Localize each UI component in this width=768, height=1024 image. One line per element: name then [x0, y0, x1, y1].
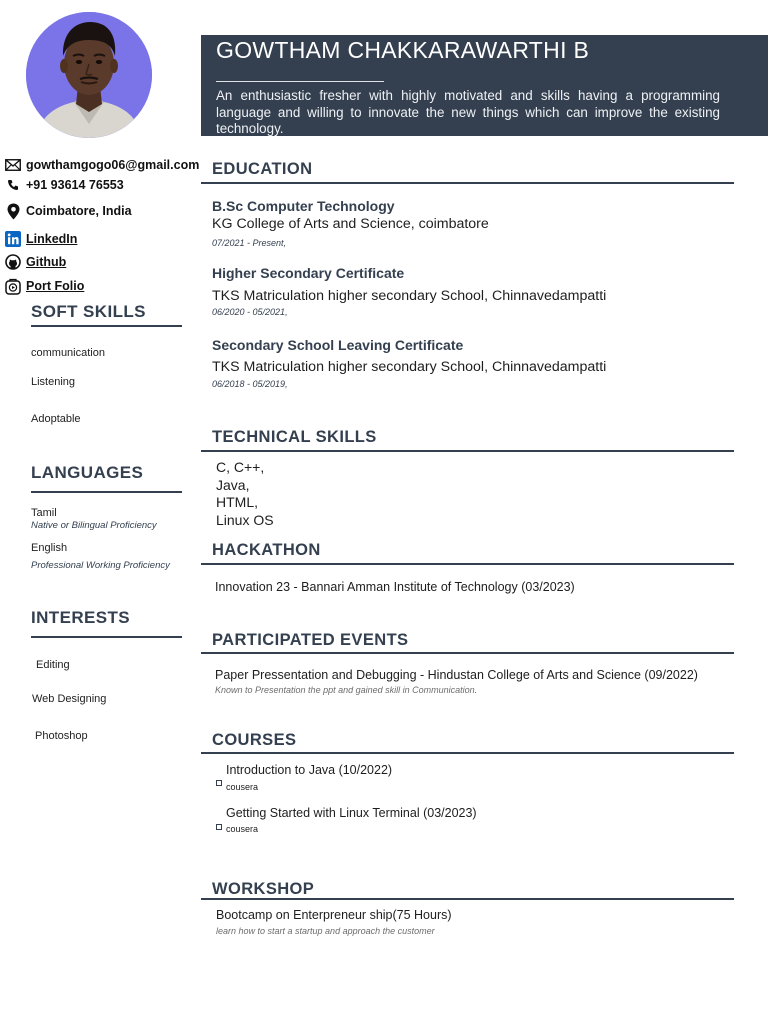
linkedin-icon: [4, 230, 22, 248]
interest-item: Photoshop: [35, 730, 88, 742]
course-provider: cousera: [226, 824, 259, 834]
contact-github[interactable]: [4, 251, 66, 273]
workshop-divider: [201, 898, 734, 900]
education-degree: Secondary School Leaving Certificate: [212, 337, 464, 353]
phone-text: +91 93614 76553: [26, 178, 124, 192]
technical-skills-title: TECHNICAL SKILLS: [212, 428, 377, 446]
technical-skills-divider: [201, 450, 734, 452]
education-divider: [201, 182, 734, 184]
technical-skill-item: Java,: [216, 477, 250, 493]
contact-location: [4, 200, 132, 222]
email-text: gowthamgogo06@gmail.com: [26, 158, 200, 172]
github-icon: [4, 253, 22, 271]
soft-skills-divider: [31, 325, 182, 327]
course-provider: cousera: [226, 782, 259, 792]
hackathon-divider: [201, 563, 734, 565]
technical-skill-item: HTML,: [216, 494, 258, 510]
event-item: Paper Pressentation and Debugging - Hindustan College of Arts and Science (09/2022): [215, 668, 698, 682]
language-level: Native or Bilingual Proficiency: [31, 520, 157, 531]
education-degree: Higher Secondary Certificate: [212, 265, 405, 281]
portfolio-icon: [4, 277, 22, 295]
location-text: Coimbatore, India: [26, 204, 132, 218]
location-pin-icon: [4, 202, 22, 220]
phone-icon: [4, 176, 22, 194]
course-bullet: [216, 824, 222, 830]
profile-photo: [26, 12, 152, 138]
language-name: Tamil: [31, 507, 57, 519]
course-bullet: [216, 780, 222, 786]
interests-title: INTERESTS: [31, 608, 131, 627]
education-dates: 06/2018 - 05/2019,: [212, 379, 288, 389]
language-name: English: [31, 542, 68, 554]
contact-linkedin[interactable]: [4, 228, 77, 250]
interest-item: Editing: [36, 659, 70, 671]
interest-item: Web Designing: [32, 693, 107, 705]
soft-skills-title: SOFT SKILLS: [31, 302, 146, 321]
education-institution: TKS Matriculation higher secondary School, Chinnavedampatti: [212, 359, 607, 375]
languages-title: LANGUAGES: [31, 463, 144, 482]
course-name: Getting Started with Linux Terminal (03/2023): [226, 806, 477, 820]
contact-portfolio[interactable]: [4, 275, 84, 297]
language-level: Professional Working Proficiency: [31, 560, 170, 571]
technical-skill-item: Linux OS: [216, 512, 274, 528]
education-institution: KG College of Arts and Science, coimbatore: [212, 216, 489, 232]
portfolio-link[interactable]: Port Folio: [26, 279, 85, 293]
course-name: Introduction to Java (10/2022): [226, 763, 393, 777]
contact-email[interactable]: [4, 154, 199, 176]
profile-summary: An enthusiastic fresher with highly motivated and skills having a programming language and willing to innovate the new things which can improve the existing technology.: [216, 88, 720, 136]
education-institution: TKS Matriculation higher secondary School, Chinnavedampatti: [212, 288, 607, 304]
mail-icon: [4, 156, 22, 174]
page-title: GOWTHAM CHAKKARAWARTHI B: [216, 37, 590, 63]
contact-phone: [4, 174, 124, 196]
events-divider: [201, 652, 734, 654]
courses-divider: [201, 752, 734, 754]
courses-title: COURSES: [212, 731, 297, 749]
soft-skill-item: Adoptable: [31, 413, 81, 425]
linkedin-link[interactable]: LinkedIn: [26, 232, 78, 246]
education-dates: 06/2020 - 05/2021,: [212, 307, 288, 317]
interests-divider: [31, 636, 182, 638]
workshop-note: learn how to start a startup and approach the customer: [216, 926, 435, 936]
github-link[interactable]: Github: [26, 255, 67, 269]
hackathon-title: HACKATHON: [212, 541, 321, 559]
events-title: PARTICIPATED EVENTS: [212, 631, 409, 649]
languages-divider: [31, 491, 182, 493]
event-note: Known to Presentation the ppt and gained skill in Communication.: [215, 685, 478, 695]
education-dates: 07/2021 - Present,: [212, 238, 287, 248]
workshop-item: Bootcamp on Enterpreneur ship(75 Hours): [216, 908, 452, 922]
hackathon-item: Innovation 23 - Bannari Amman Institute of Technology (03/2023): [215, 580, 575, 594]
workshop-title: WORKSHOP: [212, 880, 315, 898]
soft-skill-item: communication: [31, 347, 105, 359]
soft-skill-item: Listening: [31, 376, 76, 388]
header-divider: [216, 81, 384, 82]
education-title: EDUCATION: [212, 160, 313, 178]
education-degree: B.Sc Computer Technology: [212, 198, 395, 214]
technical-skill-item: C, C++,: [216, 459, 265, 475]
